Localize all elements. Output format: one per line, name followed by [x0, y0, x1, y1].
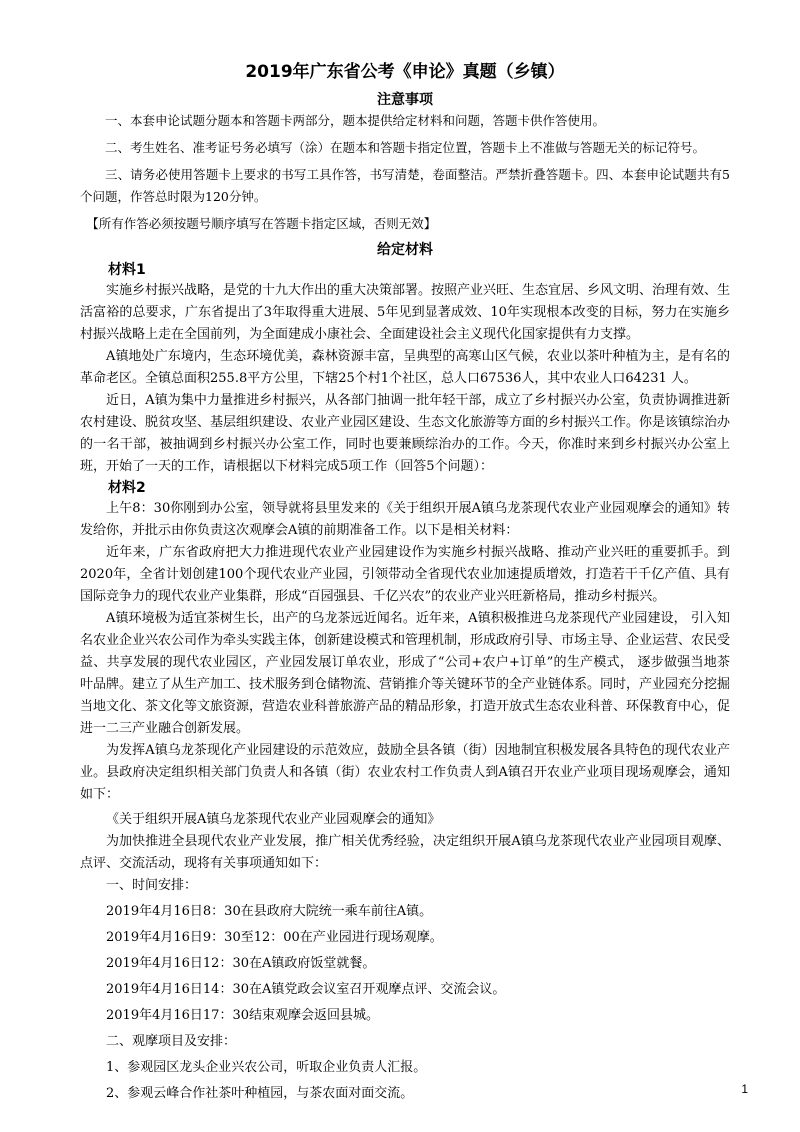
materials-heading: 给定材料: [377, 242, 433, 258]
projects-heading: 二、观摩项目及安排：: [106, 1034, 237, 1049]
material2-paragraph: 上午8：30你刚到办公室，领导就将县里发来的《关于组织开展A镇乌龙茶现代农业产业园观摩会的通知》转发给你，并批示由你负责这次观摩会A镇的前期准备工作。以下是相关材料：: [80, 501, 730, 538]
notice-item: 一、本套申论试题分题本和答题卡两部分，题本提供给定材料和问题，答题卡供作答使用。: [105, 113, 606, 128]
material2-paragraph: 近年来，广东省政府把大力推进现代农业产业园建设作为实施乡村振兴战略、推动产业兴旺的重要抓手。到2020年，全省计划创建100个现代农业产业园，引领带动全省现代农业加速提质增效，打造若干千亿产值、具有国际竞争力的现代农业产业集群，形成“百园强县、千亿兴农”的农业产业兴旺新格局，推动乡村振兴。: [80, 545, 730, 604]
project-item: 2、参观云峰合作社茶叶种植园，与茶农面对面交流。: [106, 1086, 414, 1101]
page-number: 1: [741, 1082, 748, 1096]
material2-paragraph: 为发挥A镇乌龙茶现化产业园建设的示范效应，鼓励全县各镇（街）因地制宜积极发展各具特色的现代农业产业。县政府决定组织相关部门负责人和各镇（街）农业农村工作负责人到A镇召开农业产业项目现场观摩会，通知如下：: [80, 743, 730, 802]
material1-paragraph: 近日，A镇为集中力量推进乡村振兴，从各部门抽调一批年轻干部，成立了乡村振兴办公室，负责协调推进新农村建设、脱贫攻坚、基层组织建设、农业产业园区建设、生态文化旅游等方面的乡村振兴工作。你是该镇综治办的一名干部，被抽调到乡村振兴办公室工作，同时也要兼顾综治办的工作。今天，你准时来到乡村振兴办公室上班，开始了一天的工作，请根据以下材料完成5项工作（回答5个问题）：: [80, 393, 731, 474]
material2-paragraph: A镇环境极为适宜茶树生长，出产的乌龙茶远近闻名。近年来，A镇积极推进乌龙茶现代产业园建设， 引入知名农业企业兴农公司作为牵头实践主体，创新建设模式和管理机制，形成政府引导、市场主导、企业运营、农民受益、共享发展的现代农业园区，产业园发展订单农业，形成了“公司+农户+订单”的生产模式， 逐步做强当地茶叶品牌。建立了从生产加工、技术服务到仓储物流、营销推介等关键环节的全产业链体系。同时，产业园充分挖掘当地文化、茶文化等文旅资源，营造农业科普旅游产品的精品形象，打造开放式生态农业科普、环保教育中心，促进一二三产业融合创新发展。: [80, 611, 731, 736]
schedule-item: 2019年4月16日12：30在A镇政府饭堂就餐。: [106, 956, 376, 971]
notice-section: [80, 110, 730, 235]
material1-heading: 材料1: [108, 262, 146, 278]
schedule-item: 2019年4月16日8：30在县政府大院统一乘车前往A镇。: [106, 904, 433, 919]
schedule-item: 2019年4月16日14：30在A镇党政会议室召开观摩点评、交流会议。: [106, 982, 506, 997]
notice-emphasis: 【所有作答必须按题号顺序填写在答题卡指定区域，否则无效】: [86, 216, 437, 231]
document-title: 2019年广东省公考《申论》真题（乡镇）: [245, 62, 565, 82]
schedule-item: 2019年4月16日17：30结束观摩会返回县城。: [106, 1008, 379, 1023]
notice-document-title: 《关于组织开展A镇乌龙茶现代农业产业园观摩会的通知》: [106, 812, 441, 827]
project-item: 1、参观园区龙头企业兴农公司，听取企业负责人汇报。: [106, 1060, 427, 1075]
schedule-item: 2019年4月16日9：30至12：00在产业园进行现场观摩。: [106, 930, 443, 945]
page-content: [80, 60, 730, 1109]
schedule-heading: 一、时间安排：: [106, 878, 198, 893]
notice-item: 三、请务必使用答题卡上要求的书写工具作答，书写清楚，卷面整洁。严禁折叠答题卡。四、本套申论试题共有5个问题，作答总时限为120分钟。: [80, 167, 730, 204]
notice-item: 二、考生姓名、准考证号务必填写（涂）在题本和答题卡指定位置，答题卡上不准做与答题无关的标记符号。: [105, 140, 706, 155]
notice-heading: 注意事项: [377, 92, 433, 108]
material2-heading: 材料2: [108, 480, 146, 496]
schedule-list: [80, 875, 730, 1105]
material1-paragraph: 实施乡村振兴战略，是党的十九大作出的重大决策部署。按照产业兴旺、生态宜居、乡风文明、治理有效、生活富裕的总要求，广东省提出了3年取得重大进展、5年见到显著成效、10年实现根本改变的目标，努力在实施乡村振兴战略上走在全国前列，为全面建成小康社会、全面建设社会主义现代化国家提供有力支撑。: [80, 283, 731, 342]
notice-document-intro: 为加快推进全县现代农业产业发展，推广相关优秀经验，决定组织开展A镇乌龙茶现代农业产业园项目观摩、点评、交流活动，现将有关事项通知如下：: [80, 834, 730, 871]
material1-paragraph: A镇地处广东境内，生态环境优美，森林资源丰富，呈典型的高寒山区气候，农业以茶叶种植为主，是有名的革命老区。全镇总面积255.8平方公里，下辖25个村1个社区，总人口67536人，其中农业人口64231 人。: [80, 349, 730, 386]
